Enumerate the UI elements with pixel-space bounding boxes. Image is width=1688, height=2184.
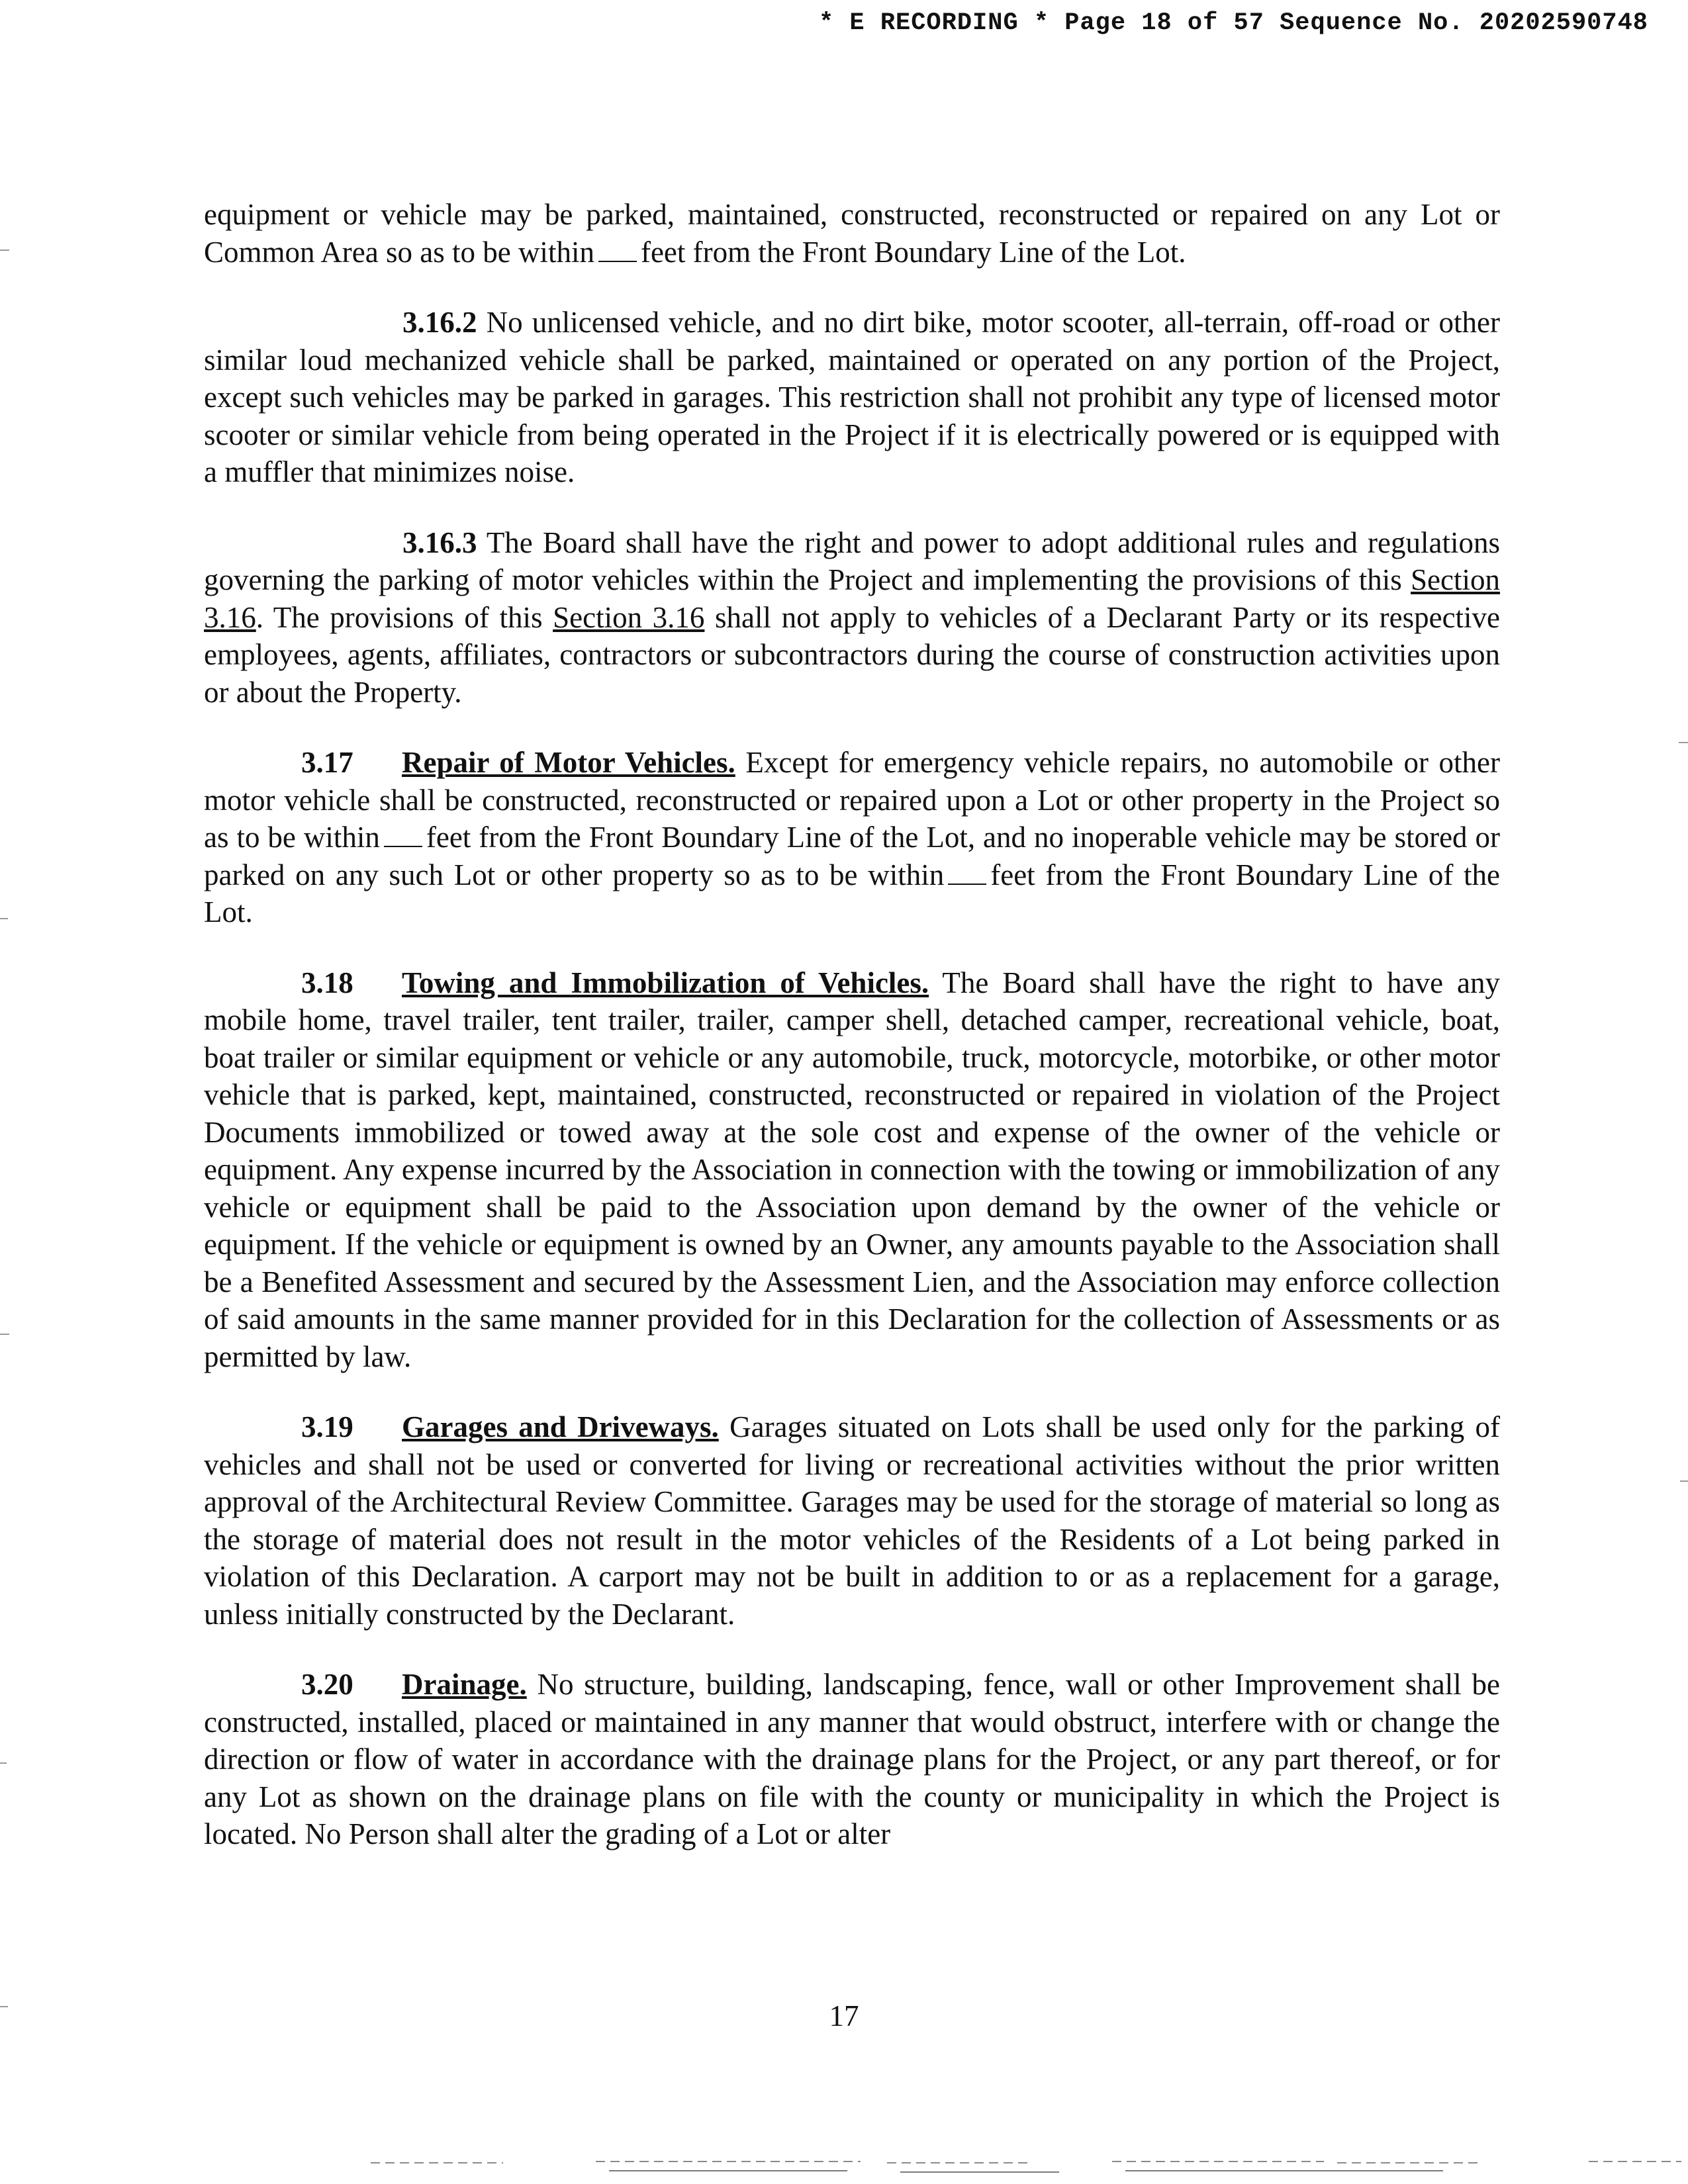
paragraph-text: Garages situated on Lots shall be used only for the parking of vehicles and shall not be used or converted for living or recreational activities without the prior written approval of the Architectural Review Committee. Garages may be used for the storage of material so long as the storage of material does not result in the motor vehicles of the Residents of a Lot being parked in violation of this Declaration. A carport may not be built in addition to or as a replacement for a garage, unless initially constructed by the Declarant. — [204, 1410, 1500, 1631]
section-reference: Section 3.16 — [553, 600, 705, 634]
section-heading: Garages and Driveways. — [402, 1410, 719, 1443]
paragraph-text: . The provisions of this — [256, 600, 543, 634]
paragraph-text: feet from the Front Boundary Line of the Lot, and no inoperable vehicle may be stored or parked on any such Lot or other property so as to be within — [204, 821, 1501, 891]
recording-stamp-header: * E RECORDING * Page 18 of 57 Sequence No. 20202590748 — [819, 9, 1648, 37]
paragraph-3-16-3 — [204, 524, 1500, 711]
section-number: 3.18 — [301, 966, 353, 999]
section-3-17 — [204, 744, 1500, 931]
section-reference: Section 3.16 — [204, 563, 1501, 634]
blank-line — [948, 861, 986, 885]
section-number: 3.17 — [301, 746, 353, 779]
paragraph-text: feet from the Front Boundary Line of the Lot. — [204, 858, 1500, 929]
section-number: 3.19 — [301, 1410, 353, 1443]
blank-line — [384, 823, 422, 847]
blank-line — [598, 238, 637, 262]
section-3-19 — [204, 1408, 1500, 1633]
paragraph-text: No unlicensed vehicle, and no dirt bike, motor scooter, all-terrain, off-road or other similar loud mechanized vehicle shall be parked, maintained or operated on any portion of the Project, except such vehicles may be parked in garages. This restriction shall not prohibit any type of licensed motor scooter or similar vehicle from being operated in the Project if it is electrically powered or is equipped with a muffler that minimizes noise. — [204, 306, 1500, 488]
paragraph-text: shall not apply to vehicles of a Declarant Party or its respective employees, agents, affiliates, contractors or subcontractors during the course of construction activities upon or about the Property. — [204, 600, 1501, 709]
paragraph-text: No structure, building, landscaping, fence, wall or other Improvement shall be constructed, installed, placed or maintained in any manner that would obstruct, interfere with or change the direction or flow of water in accordance with the drainage plans for the Project, or any part thereof, or for any Lot as shown on the drainage plans on file with the county or municipality in which the Project is located. No Person shall alter the grading of a Lot or alter — [204, 1668, 1501, 1850]
subsection-number: 3.16.3 — [402, 525, 477, 559]
section-heading: Drainage. — [402, 1668, 527, 1701]
section-heading: Repair of Motor Vehicles. — [402, 746, 735, 779]
paragraph-continued — [204, 196, 1500, 271]
paragraph-text: feet from the Front Boundary Line of the Lot. — [640, 235, 1186, 269]
document-body — [204, 196, 1500, 1886]
page-number: 17 — [829, 1999, 859, 2032]
section-3-20 — [204, 1666, 1500, 1853]
section-heading: Towing and Immobilization of Vehicles. — [402, 966, 929, 999]
paragraph-text: Except for emergency vehicle repairs, no automobile or other motor vehicle shall be constructed, reconstructed or repaired upon a Lot or other property in the Project so as to be within — [204, 746, 1501, 854]
paragraph-text: The Board shall have the right to have any mobile home, travel trailer, tent trailer, trailer, camper shell, detached camper, recreational vehicle, boat, boat trailer or similar equipment or vehicle or any automobile, truck, motorcycle, motorbike, or other motor vehicle that is parked, kept, maintained, constructed, reconstructed or repaired in violation of the Project Documents immobilized or towed away at the sole cost and expense of the owner of the vehicle or equipment. Any expense incurred by the Association in connection with the towing or immobilization of any vehicle or equipment shall be paid to the Association upon demand by the owner of the vehicle or equipment. If the vehicle or equipment is owned by an Owner, any amounts payable to the Association shall be a Benefited Assessment and secured by the Assessment Lien, and the Association may enforce collection of said amounts in the same manner provided for in this Declaration for the collection of Assessments or as permitted by law. — [204, 966, 1501, 1373]
paragraph-text: The Board shall have the right and power to adopt additional rules and regulations governing the parking of motor vehicles within the Project and implementing the provisions of this — [204, 525, 1500, 596]
section-3-18 — [204, 964, 1500, 1376]
section-number: 3.20 — [301, 1668, 353, 1701]
paragraph-text: equipment or vehicle may be parked, maintained, constructed, reconstructed or repaired on any Lot or Common Area so as to be within — [204, 198, 1500, 269]
subsection-number: 3.16.2 — [402, 306, 477, 339]
paragraph-3-16-2 — [204, 304, 1500, 491]
